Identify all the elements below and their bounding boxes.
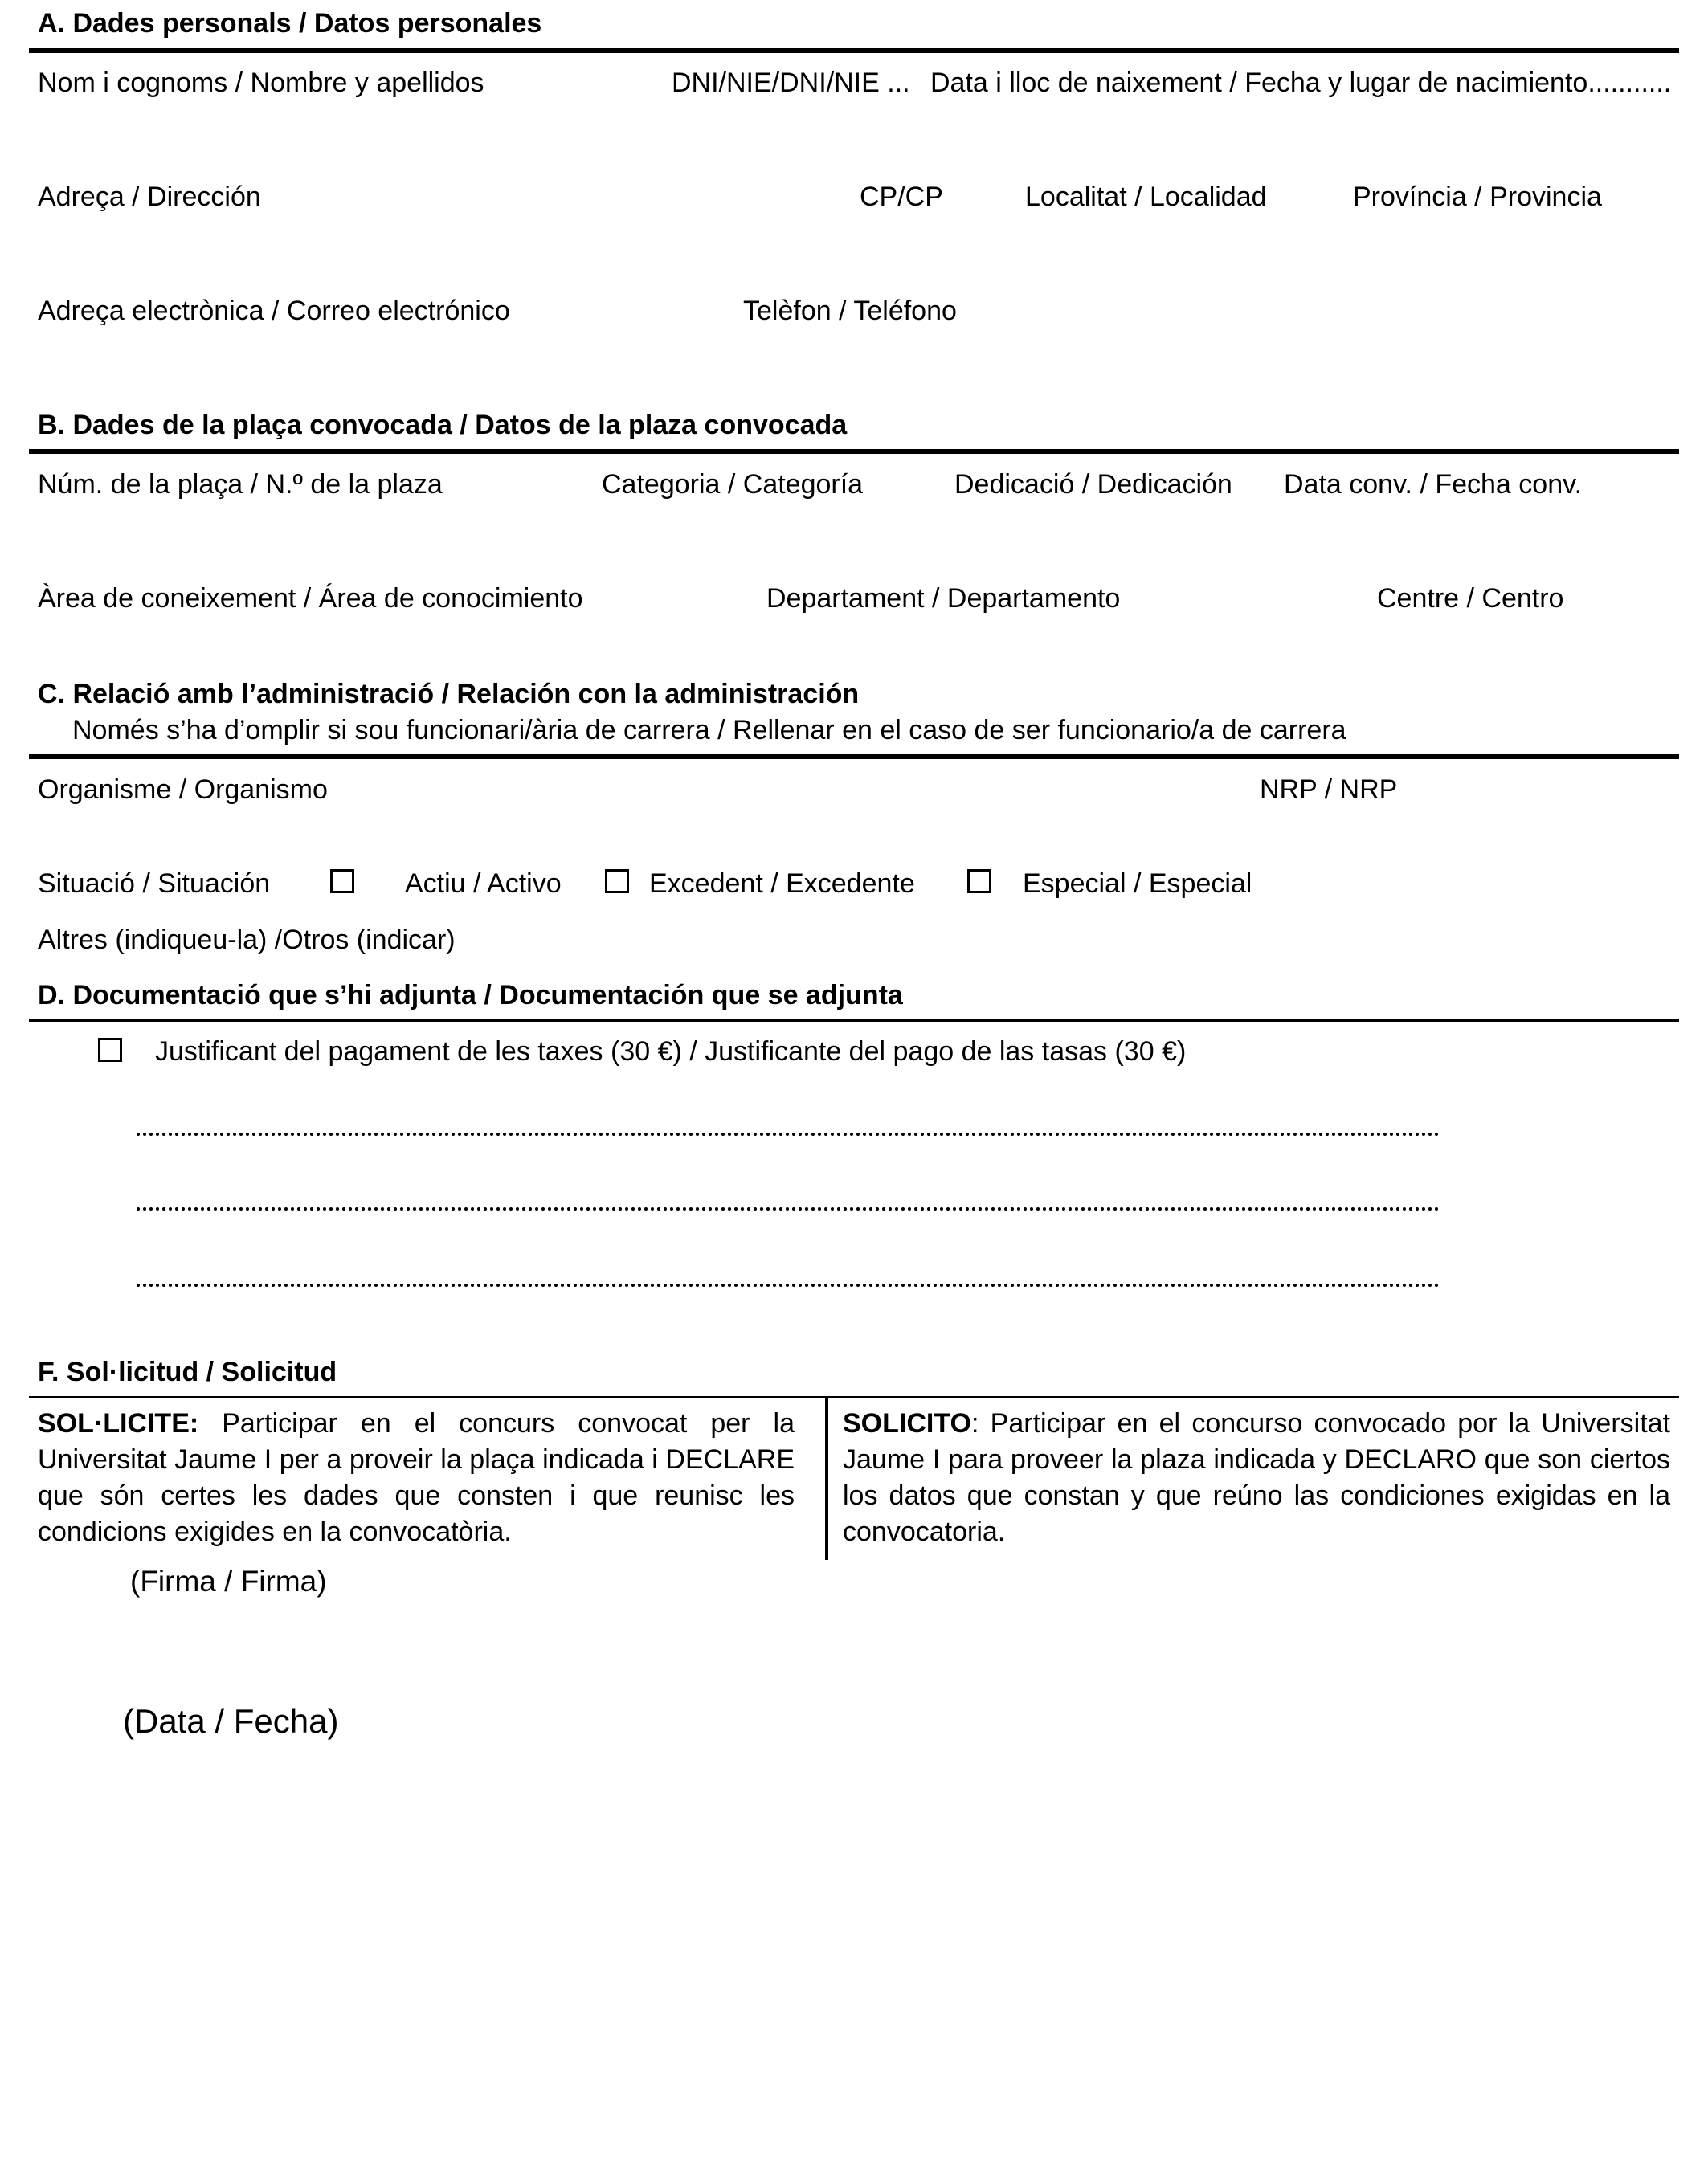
request-spanish-text: : Participar en el concurso convocado por la Universitat Jaume I para proveer la plaza indicada y DECLARO que son ciertos los datos que constan y que reúno las condiciones exigidas en la convocatoria.	[843, 1408, 1670, 1547]
nrp-label: NRP / NRP	[1260, 774, 1398, 805]
situation-checkbox[interactable]	[330, 869, 354, 893]
cp-label: CP/CP	[860, 182, 943, 212]
place-label: Núm. de la plaça / N.º de la plaza	[38, 469, 443, 500]
conv-date-label: Data conv. / Fecha conv.	[1284, 469, 1583, 500]
section-a-title: A. Dades personals / Datos personales	[38, 8, 542, 39]
section-b-title: B. Dades de la plaça convocada / Datos de la plaza convocada	[38, 410, 848, 440]
document-line-3[interactable]	[137, 1284, 1440, 1287]
section-c-subtitle: Només s’ha d’omplir si sou funcionari/ària de carrera / Rellenar en el caso de ser funcionario/a de carrera	[72, 715, 1346, 745]
document-line-1[interactable]	[137, 1133, 1440, 1136]
fee-label: Justificant del pagament de les taxes (30 €) / Justificante del pago de las tasas (30 €)	[155, 1036, 1187, 1067]
section-b-rule	[29, 449, 1679, 454]
section-f-divider	[825, 1398, 828, 1560]
fee-checkbox[interactable]	[98, 1038, 122, 1062]
address-label: Adreça / Dirección	[38, 182, 261, 212]
section-c-title: C. Relació amb l’administració / Relación con la administración	[38, 679, 860, 709]
centre-label: Centre / Centro	[1377, 583, 1564, 614]
request-catalan	[38, 1406, 795, 1550]
request-catalan-text: Participar en el concurs convocat per la Universitat Jaume I per a proveir la plaça indicada i DECLARE que són certes les dades que consten i que reunisc les condicions exigides en la convocatòria.	[38, 1408, 795, 1547]
dni-label: DNI/NIE/DNI/NIE ...	[672, 67, 910, 98]
dedication-label: Dedicació / Dedicación	[954, 469, 1232, 500]
phone-label: Telèfon / Teléfono	[743, 296, 957, 326]
request-catalan-heading: SOL·LICITE:	[38, 1408, 199, 1439]
section-d-rule	[29, 1019, 1679, 1022]
section-f-rule	[29, 1396, 1679, 1398]
province-label: Província / Provincia	[1353, 182, 1602, 212]
birth-label: Data i lloc de naixement / Fecha y lugar de nacimiento...........	[930, 67, 1672, 98]
department-label: Departament / Departamento	[766, 583, 1121, 614]
situation-label: Situació / Situación	[38, 868, 271, 899]
category-label: Categoria / Categoría	[602, 469, 864, 500]
excedent-label: Excedent / Excedente	[649, 868, 915, 899]
section-a-rule	[29, 48, 1679, 53]
section-f-title: F. Sol·licitud / Solicitud	[38, 1357, 337, 1387]
request-spanish	[843, 1406, 1670, 1550]
active-checkbox[interactable]	[605, 869, 629, 893]
locality-label: Localitat / Localidad	[1025, 182, 1267, 212]
signature-label: (Firma / Firma)	[130, 1565, 327, 1598]
date-label: (Data / Fecha)	[123, 1702, 339, 1740]
section-c-rule	[29, 754, 1679, 759]
email-label: Adreça electrònica / Correo electrónico	[38, 296, 510, 326]
others-label: Altres (indiqueu-la) /Otros (indicar)	[38, 925, 456, 955]
active-label: Actiu / Activo	[405, 868, 562, 899]
special-label: Especial / Especial	[1023, 868, 1252, 899]
excedent-checkbox[interactable]	[967, 869, 991, 893]
request-spanish-heading: SOLICITO	[843, 1408, 971, 1439]
organism-label: Organisme / Organismo	[38, 774, 328, 805]
section-d-title: D. Documentació que s’hi adjunta / Documentación que se adjunta	[38, 980, 903, 1011]
document-line-2[interactable]	[137, 1207, 1440, 1211]
name-label: Nom i cognoms / Nombre y apellidos	[38, 67, 484, 98]
area-label: Àrea de coneixement / Área de conocimiento	[38, 583, 583, 614]
